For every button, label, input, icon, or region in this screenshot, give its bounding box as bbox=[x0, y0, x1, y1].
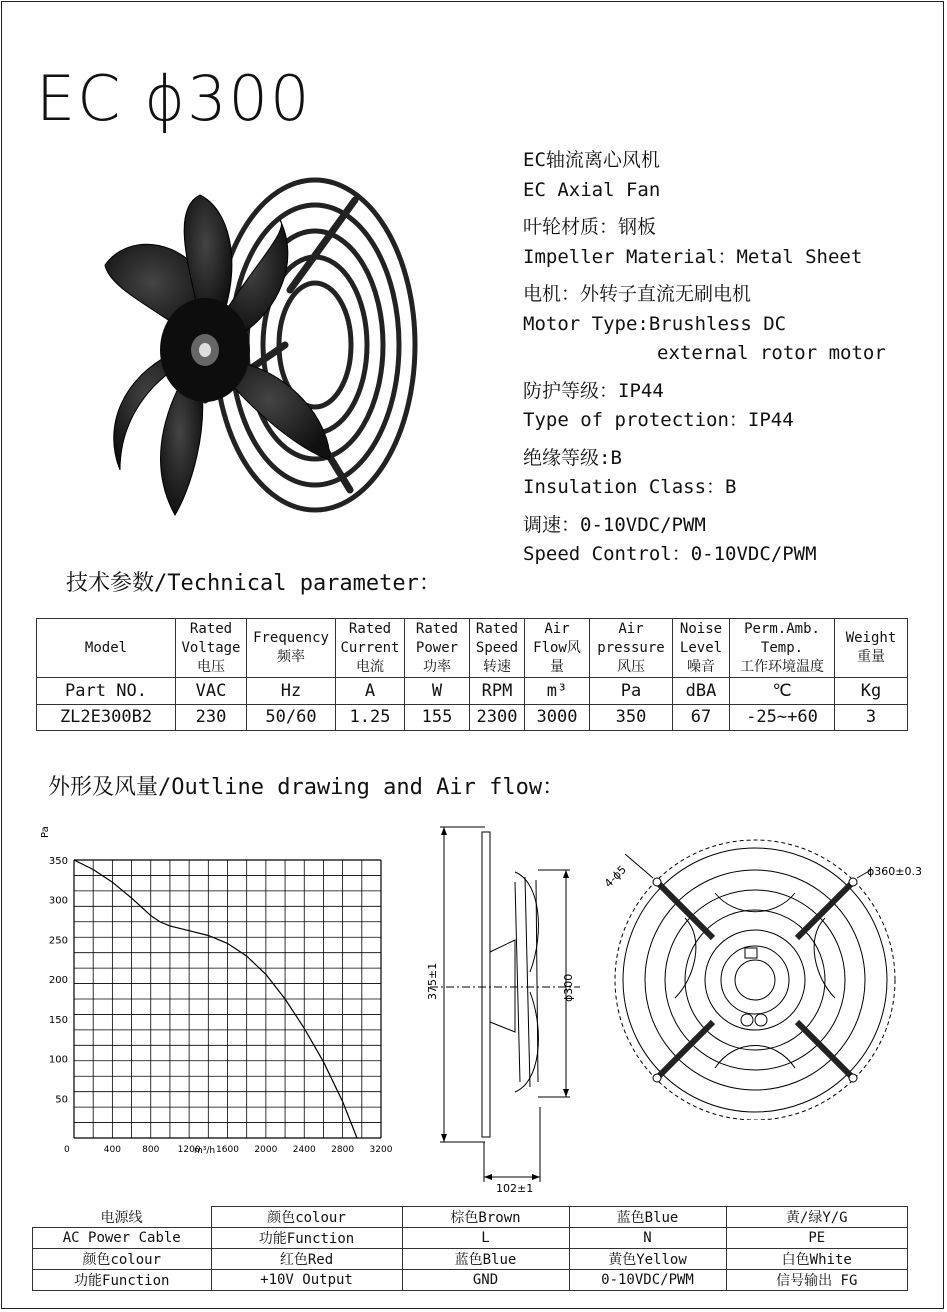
header-frequency: Frequency 频率 bbox=[247, 619, 336, 678]
depth-dimension: 102±1 bbox=[496, 1182, 534, 1194]
parameter-header-row bbox=[37, 619, 908, 678]
unit-cell: VAC bbox=[176, 678, 247, 705]
spec-motor-en-2: external rotor motor bbox=[657, 342, 886, 364]
y-tick-label: 150 bbox=[48, 1014, 68, 1026]
x-tick-label: 2000 bbox=[254, 1145, 278, 1155]
side-view-drawing bbox=[420, 822, 590, 1194]
cable-cell: 棕色Brown bbox=[402, 1207, 569, 1228]
x-tick-label: 2800 bbox=[331, 1145, 355, 1155]
y-tick-label: 350 bbox=[48, 856, 68, 867]
chart-ylabel: Pa bbox=[40, 826, 51, 838]
cable-cell: 电源线 bbox=[33, 1207, 212, 1228]
spec-speed-en: Speed Control：0-10VDC/PWM bbox=[523, 543, 817, 565]
x-tick-label: 3200 bbox=[369, 1145, 393, 1155]
cable-cell: 功能Function bbox=[211, 1228, 402, 1249]
value-cell: 230 bbox=[176, 705, 247, 731]
cable-cell: L bbox=[402, 1228, 569, 1249]
spec-insulation-cn: 绝缘等级:B bbox=[523, 446, 622, 469]
outline-heading: 外形及风量/Outline drawing and Air flow： bbox=[48, 775, 565, 800]
value-cell: 3 bbox=[835, 705, 908, 731]
x-tick-label: 0 bbox=[64, 1145, 70, 1155]
header-current: Rated Current 电流 bbox=[336, 619, 405, 678]
header-airflow: Air Flow风 量 bbox=[525, 619, 590, 678]
spec-list bbox=[523, 146, 886, 570]
cable-row bbox=[33, 1270, 908, 1291]
value-cell: 50/60 bbox=[247, 705, 336, 731]
value-cell: 1.25 bbox=[336, 705, 405, 731]
header-voltage: Rated Voltage 电压 bbox=[176, 619, 247, 678]
cable-cell: N bbox=[569, 1228, 726, 1249]
holes-dimension: 4-ϕ5 bbox=[601, 863, 629, 891]
cable-cell: 功能Function bbox=[33, 1270, 212, 1291]
value-cell: 67 bbox=[673, 705, 730, 731]
cable-cell: 蓝色Blue bbox=[402, 1249, 569, 1270]
unit-cell: m³ bbox=[525, 678, 590, 705]
diameter-dimension: ϕ300 bbox=[562, 973, 575, 1002]
header-weight: Weight 重量 bbox=[835, 619, 908, 678]
cable-cell: +10V Output bbox=[211, 1270, 402, 1291]
value-cell: ZL2E300B2 bbox=[37, 705, 176, 731]
cable-cell: 黄色Yellow bbox=[569, 1249, 726, 1270]
header-noise: Noise Level 噪音 bbox=[673, 619, 730, 678]
spec-motor-cn: 电机：外转子直流无刷电机 bbox=[523, 283, 752, 305]
cable-cell: 白色White bbox=[726, 1249, 908, 1270]
unit-cell: dBA bbox=[673, 678, 730, 705]
cable-cell: 颜色colour bbox=[211, 1207, 402, 1228]
value-cell: 155 bbox=[405, 705, 470, 731]
value-cell: -25~+60 bbox=[730, 705, 835, 731]
chart-xlabel: m³/h bbox=[194, 1146, 216, 1156]
cable-cell: 信号输出 FG bbox=[726, 1270, 908, 1291]
parameter-table bbox=[36, 618, 908, 731]
x-tick-label: 400 bbox=[103, 1145, 121, 1155]
x-tick-label: 1200 bbox=[177, 1145, 201, 1155]
cable-cell: 颜色colour bbox=[33, 1249, 212, 1270]
page-title: EC ϕ300 bbox=[36, 62, 312, 135]
unit-cell: Hz bbox=[247, 678, 336, 705]
cable-cell: PE bbox=[726, 1228, 908, 1249]
cable-row bbox=[33, 1249, 908, 1270]
cable-row bbox=[33, 1228, 908, 1249]
unit-cell: A bbox=[336, 678, 405, 705]
header-power: Rated Power 功率 bbox=[405, 619, 470, 678]
x-tick-label: 1600 bbox=[216, 1145, 239, 1155]
cable-cell: 红色Red bbox=[211, 1249, 402, 1270]
tech-heading: 技术参数/Technical parameter： bbox=[66, 571, 441, 596]
y-tick-label: 300 bbox=[48, 895, 68, 907]
spec-protection-en: Type of protection：IP44 bbox=[523, 409, 794, 431]
header-pressure: Air pressure 风压 bbox=[590, 619, 673, 678]
outer-diameter-dimension: ϕ360±0.3 bbox=[867, 865, 922, 878]
spec-impeller-en: Impeller Material：Metal Sheet bbox=[523, 245, 863, 268]
unit-cell: RPM bbox=[470, 678, 525, 705]
cable-cell: AC Power Cable bbox=[33, 1228, 212, 1249]
spec-insulation-en: Insulation Class：B bbox=[523, 476, 737, 498]
cable-cell: 黄/绿Y/G bbox=[726, 1207, 908, 1228]
parameter-unit-row bbox=[37, 678, 908, 705]
fan-product-image bbox=[100, 170, 430, 530]
unit-cell: W bbox=[405, 678, 470, 705]
cable-row bbox=[33, 1207, 908, 1228]
parameter-value-row bbox=[37, 705, 908, 731]
cable-cell: 0-10VDC/PWM bbox=[569, 1270, 726, 1291]
airflow-chart bbox=[30, 820, 400, 1160]
x-tick-label: 2400 bbox=[292, 1145, 316, 1155]
spec-protection-cn: 防护等级：IP44 bbox=[523, 379, 664, 402]
x-tick-label: 800 bbox=[142, 1145, 160, 1155]
header-model: Model bbox=[37, 619, 176, 678]
unit-cell: ℃ bbox=[730, 678, 835, 705]
cable-table bbox=[32, 1206, 908, 1291]
unit-cell: Kg bbox=[835, 678, 908, 705]
cable-cell: GND bbox=[402, 1270, 569, 1291]
y-tick-label: 100 bbox=[48, 1054, 68, 1066]
y-tick-label: 50 bbox=[55, 1094, 68, 1106]
spec-motor-en: Motor Type:Brushless DC bbox=[523, 312, 787, 335]
unit-cell: Pa bbox=[590, 678, 673, 705]
spec-speed-cn: 调速：0-10VDC/PWM bbox=[523, 513, 706, 536]
cable-cell: 蓝色Blue bbox=[569, 1207, 726, 1228]
spec-fan-en: EC Axial Fan bbox=[523, 178, 661, 201]
value-cell: 350 bbox=[590, 705, 673, 731]
unit-cell: Part NO. bbox=[37, 678, 176, 705]
spec-fan-cn: EC轴流离心风机 bbox=[523, 149, 660, 171]
y-tick-label: 200 bbox=[48, 975, 68, 987]
header-temp: Perm.Amb. Temp. 工作环境温度 bbox=[730, 619, 835, 678]
header-speed: Rated Speed 转速 bbox=[470, 619, 525, 678]
y-tick-label: 250 bbox=[48, 935, 68, 947]
value-cell: 2300 bbox=[470, 705, 525, 731]
front-view-drawing bbox=[595, 838, 935, 1120]
spec-impeller-cn: 叶轮材质：钢板 bbox=[523, 216, 657, 238]
value-cell: 3000 bbox=[525, 705, 590, 731]
height-dimension: 375±1 bbox=[426, 962, 439, 1000]
